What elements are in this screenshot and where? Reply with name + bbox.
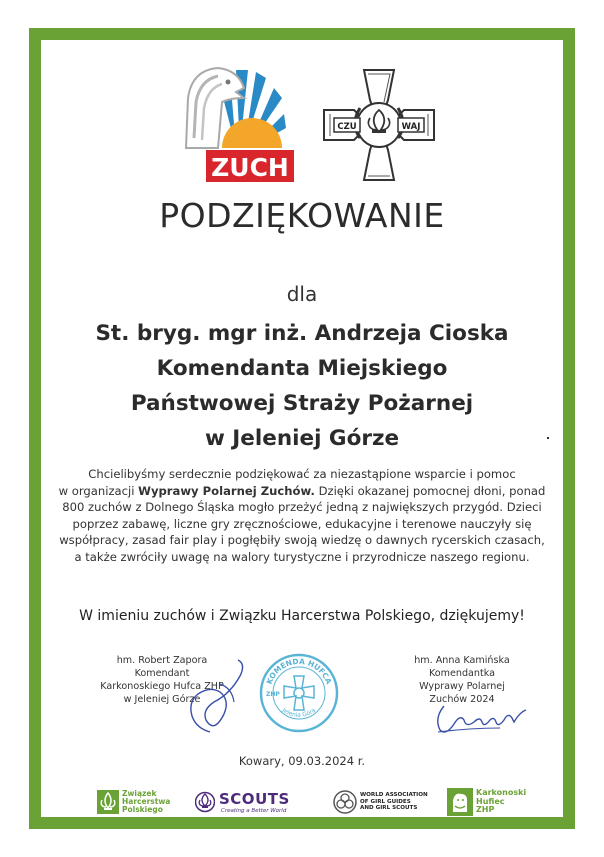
hufiec-stamp — [258, 652, 340, 734]
zhp-logo-line: Harcerstwa — [122, 797, 171, 806]
event-name: Wyprawy Polarnej Zuchów. — [138, 483, 315, 498]
zuch-wordmark: ZUCH — [211, 153, 289, 182]
zhp-lily-icon — [97, 790, 119, 814]
svg-text:KOMENDA HUFCA — [265, 657, 334, 686]
signatory-line: w Jeleniej Górze — [123, 694, 201, 705]
body-line: 800 zuchów z Dolnego Śląska mogło przeżyć jedną z największych przygód. Dzieci — [62, 500, 542, 514]
zhp-logo-line: Polskiego — [122, 805, 163, 814]
header-logos — [0, 58, 604, 188]
trefoil-icon — [333, 790, 357, 814]
signatory-line: Wyprawy Polarnej — [419, 681, 505, 692]
scouts-logo — [195, 790, 290, 814]
signatory-line: Zuchów 2024 — [429, 694, 495, 705]
svg-text:Jelenia Góra — [280, 706, 317, 719]
footer-logos — [0, 786, 604, 826]
stamp-top-text: KOMENDA HUFCA — [264, 656, 334, 686]
speck — [547, 437, 549, 439]
body-line: współpracy, zasad fair play i pogłębiły swoją wiedzę o dawnych rycerskich czasach, — [59, 533, 545, 547]
body-line — [50, 483, 554, 500]
scouts-tagline: Creating a Better World — [221, 808, 287, 814]
khzhp-line: Hufiec — [476, 796, 505, 806]
signatory-line: Komendant — [134, 668, 190, 679]
zhp-logo-line: Związek — [122, 789, 157, 798]
cross-word-left: CZU — [337, 122, 357, 132]
scouts-wordmark: SCOUTS — [219, 790, 290, 808]
wagggs-line: OF GIRL GUIDES — [360, 798, 411, 805]
signature-left — [180, 654, 252, 738]
body-line: a także zwróciły uwagę na walory turystyczne i przyrodnicze naszego regionu. — [74, 549, 530, 564]
body-text: w organizacji — [58, 483, 139, 498]
recipient-line: St. bryg. mgr inż. Andrzeja Cioska — [95, 321, 509, 346]
stamp-cross-icon — [284, 676, 314, 710]
signatory-line: Karkonoskiego Hufca ZHP — [100, 681, 224, 692]
recipient-block — [0, 316, 604, 456]
for-word: dla — [286, 282, 318, 306]
signatory-line: hm. Anna Kamińska — [414, 655, 510, 666]
recipient-line: Państwowej Straży Pożarnej — [130, 391, 474, 416]
recipient-line: w Jeleniej Górze — [204, 426, 400, 451]
thanks-line: W imieniu zuchów i Związku Harcerstwa Polskiego, dziękujemy! — [79, 608, 525, 624]
karkonoski-hufiec-logo — [447, 788, 526, 816]
wagggs-line: WORLD ASSOCIATION — [360, 792, 428, 799]
zuch-logo — [178, 58, 298, 188]
body-line: poprzez zabawę, liczne gry zręcznościowe, edukacyjne i terenowe nauczyły się — [72, 516, 532, 531]
body-paragraph — [50, 466, 554, 565]
stamp-side-text: ZHP — [266, 691, 280, 698]
wagggs-logo — [333, 790, 428, 814]
signatory-line: hm. Robert Zapora — [116, 655, 208, 666]
mountain-spirit-icon — [447, 788, 473, 816]
wagggs-line: AND GIRL SCOUTS — [360, 805, 418, 812]
czuwaj-cross-logo — [320, 66, 438, 184]
scouts-fleur-icon — [195, 791, 215, 813]
place-date: Kowary, 09.03.2024 r. — [238, 754, 366, 768]
zhp-logo — [97, 790, 170, 814]
cross-word-right: WAJ — [401, 122, 421, 132]
recipient-line: Komendanta Miejskiego — [156, 356, 448, 381]
body-line: Chcielibyśmy serdecznie podziękować za niezastąpione wsparcie i pomoc — [88, 467, 516, 481]
body-text: Dzięki okazanej pomocnej dłoni, ponad — [314, 483, 546, 498]
eagle-sunrise-icon — [186, 66, 286, 148]
signature-right — [430, 698, 540, 738]
stamp-bottom-text: Jelenia Góra — [280, 706, 318, 719]
khzhp-line: ZHP — [476, 805, 495, 815]
signatory-line: Komendantka — [428, 668, 496, 679]
khzhp-line: Karkonoski — [476, 788, 527, 798]
document-title: PODZIĘKOWANIE — [159, 196, 445, 235]
